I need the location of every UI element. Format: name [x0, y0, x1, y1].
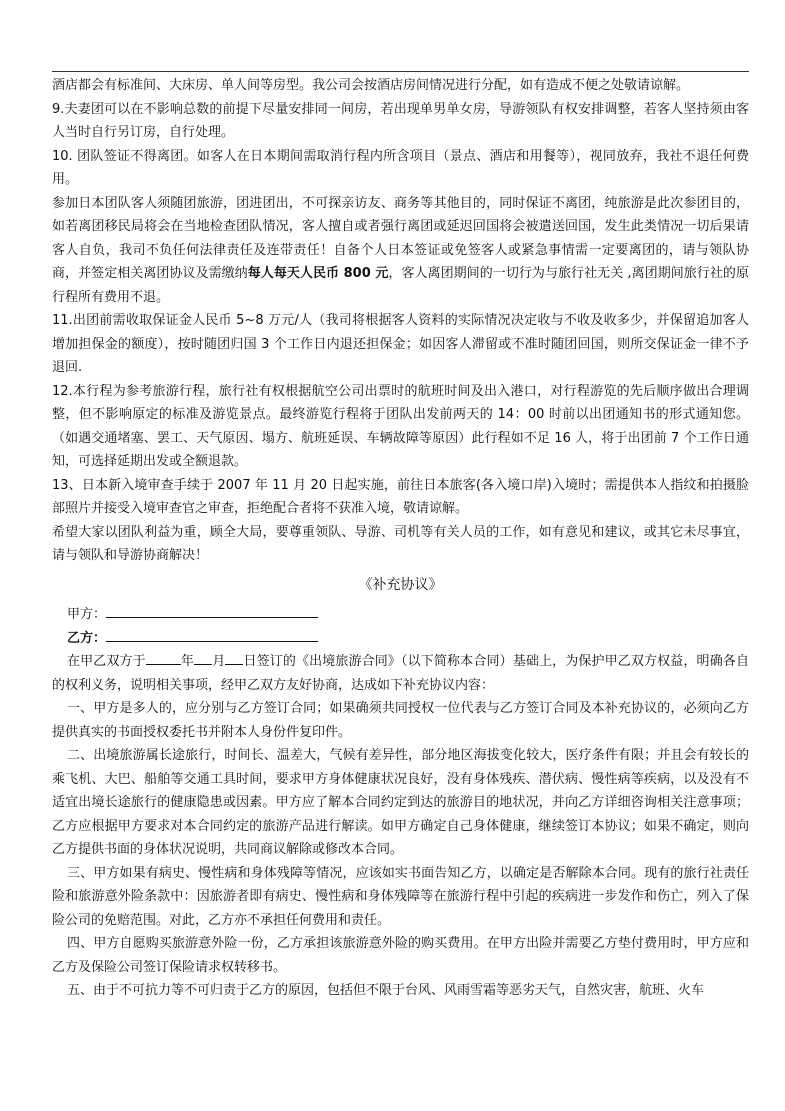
year-label: 年 — [180, 654, 195, 669]
party-a-label: 甲方： — [67, 607, 107, 622]
paragraph-hotel: 酒店都会有标准间、大床房、单人间等房型。我公司会按酒店房间情况进行分配，如有造成不便之处敬请谅解。 — [52, 78, 690, 93]
party-a-blank[interactable] — [106, 603, 318, 618]
intro-paragraph — [52, 650, 749, 697]
clause-2: 二、出境旅游属长途旅行，时间长、温差大，气候有差异性，部分地区海拔变化较大，医疗条件有限；并且会有较长的乘飞机、大巴、船舶等交通工具时间，要求甲方身体健康状况良好，没有身体残疾、潜伏病、慢性病等疾病，以及没有不适宜出境长途旅行的健康隐患或因素。甲方应了解本合同约定到达的旅游目的地状况，并向乙方详细咨询相关注意事项；乙方应根据甲方要求对本合同约定的旅游产品进行解读。如甲方确定自己身体健康，继续签订本协议；如果不确定，则向乙方提供书面的身体状况说明，共同商议解除或修改本合同。 — [52, 748, 749, 857]
intro-text-2: 日签订的《出境旅游合同》（以下简称本合同）基础上，为保护甲乙双方权益，明确各自的权利义务，说明相关事项，经甲乙双方友好协商，达成如下补充协议内容： — [52, 654, 749, 693]
clause-1: 一、甲方是多人的，应分别与乙方签订合同；如果确须共同授权一位代表与乙方签订合同及本补充协议的，必须向乙方提供真实的书面授权委托书并附本人身份件复印件。 — [52, 701, 749, 740]
party-b-label: 乙方： — [67, 630, 107, 646]
join-text-a: 参加日本团队客人须随团旅游，团进团出，不可探亲访友、商务等其他目的，同时保证不离团，纯旅游是此次参团目的，如若离团移民局将会在当地检查团队情况，客人擅自或者强行离团或延迟回国将会被遣送回国，发生此类情况一切后果请客人自负，我司不负任何法律责任及连带责任！自备个人日本签证或免签客人或紧急事情需一定要离团的，请与领队协商，并签定相关离团协议及需缴纳 — [52, 195, 749, 281]
paragraph-join-rules — [52, 192, 749, 310]
date-day-blank[interactable] — [225, 650, 243, 665]
month-label: 月 — [212, 654, 226, 669]
join-text-b: ，客人离团期间的一切行为与旅行社无关 ,离团期间旅行社的原行程所有费用不退。 — [52, 266, 749, 305]
party-b-blank[interactable] — [106, 627, 318, 642]
date-year-blank[interactable] — [146, 650, 181, 665]
document-body — [52, 74, 749, 1003]
intro-text-1: 在甲乙双方于 — [67, 654, 146, 669]
paragraph-item-13: 13、日本新入境审查手续于 2007 年 11 月 20 日起实施，前往日本旅客(各入境口岸)入境时；需提供本人指纹和拍摄脸部照片并接受入境审查官之审查，拒绝配合者将不获准入境，敬请谅解。 — [52, 477, 749, 516]
clause-5: 五、由于不可抗力等不可归责于乙方的原因，包括但不限于台风、风雨雪霜等恶劣天气，自然灾害，航班、火车 — [67, 983, 705, 998]
paragraph-item-11: 11.出团前需收取保证金人民币 5~8 万元/人（我司将根据客人资料的实际情况决定收与不收及收多少，并保留追加客人增加担保金的额度），按时随团归国 3 个工作日内退还担保金；如因客人滞留或不准时随团回国，则所交保证金一律不予退回. — [52, 313, 749, 375]
supplement-title: 《补充协议》 — [358, 576, 443, 593]
party-b-line — [52, 627, 749, 651]
clause-4: 四、甲方自愿购买旅游意外险一份，乙方承担该旅游意外险的购买费用。在甲方出险并需要乙方垫付费用时，甲方应和乙方及保险公司签订保险请求权转移书。 — [52, 936, 749, 975]
party-a-line — [52, 603, 749, 627]
date-month-blank[interactable] — [194, 650, 212, 665]
daily-fee-emphasis: 每人每天人民币 800 元 — [247, 266, 389, 281]
paragraph-hope: 希望大家以团队利益为重，顾全大局，要尊重领队、导游、司机等有关人员的工作，如有意见和建议，或其它未尽事宜，请与领队和导游协商解决！ — [52, 524, 749, 563]
paragraph-item-10: 10. 团队签证不得离团。如客人在日本期间需取消行程内所含项目（景点、酒店和用餐等），视同放弃，我社不退任何费用。 — [52, 148, 749, 187]
clause-3: 三、甲方如果有病史、慢性病和身体残障等情况，应该如实书面告知乙方，以确定是否解除本合同。现有的旅行社责任险和旅游意外险条款中：因旅游者即有病史、慢性病和身体残障等在旅游行程中引起的疾病进一步发作和伤亡，列入了保险公司的免赔范围。对此，乙方亦不承担任何费用和责任。 — [52, 865, 749, 928]
paragraph-item-12: 12.本行程为参考旅游行程，旅行社有权根据航空公司出票时的航班时间及出入港口，对行程游览的先后顺序做出合理调整，但不影响原定的标准及游览景点。最终游览行程将于团队出发前两天的 14：00 时前以出团通知书的形式通知您。（如遇交通堵塞、罢工、天气原因、塌方、航班延误、车辆故障等原因）此行程如不足 16 人，将于出团前 7 个工作日通知，可选择延期出发或全额退款。 — [52, 383, 749, 469]
header-rule — [52, 71, 749, 72]
paragraph-item-9: 9.夫妻团可以在不影响总数的前提下尽量安排同一间房，若出现单男单女房，导游领队有权安排调整，若客人坚持须由客人当时自行另订房，自行处理。 — [52, 101, 749, 140]
